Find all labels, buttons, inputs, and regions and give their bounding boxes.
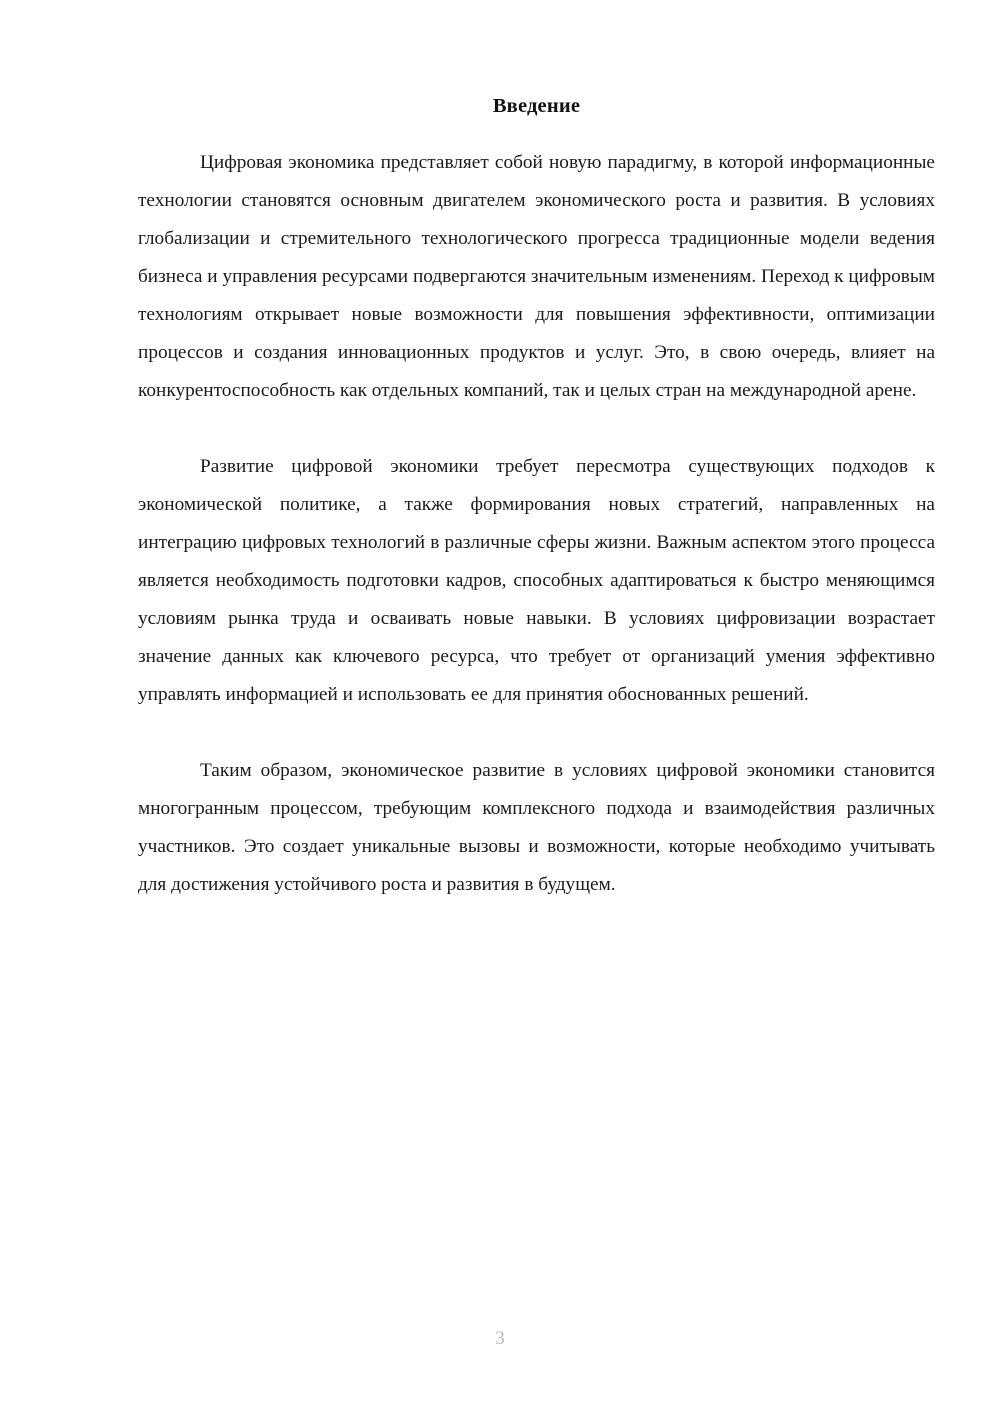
paragraph-3: Таким образом, экономическое развитие в условиях цифровой экономики становится многогранным процессом, требующим комплексного подхода и взаимодействия различных участников. Это создает уникальные вызовы и возможности, которые необходимо учитывать для достижения устойчивого роста и развития в будущем. [138,759,935,895]
page-content [138,0,935,904]
paragraph-2: Развитие цифровой экономики требует пересмотра существующих подходов к экономической политике, а также формирования новых стратегий, направленных на интеграцию цифровых технологий в различные сферы жизни. Важным аспектом этого процесса является необходимость подготовки кадров, способных адаптироваться к быстро меняющимся условиям рынка труда и осваивать новые навыки. В условиях цифровизации возрастает значение данных как ключевого ресурса, что требует от организаций умения эффективно управлять информацией и использовать ее для принятия обоснованных решений. [138,455,935,705]
page-title: Введение [492,95,581,117]
paragraph-1: Цифровая экономика представляет собой новую парадигму, в которой информационные технологии становятся основным двигателем экономического роста и развития. В условиях глобализации и стремительного технологического прогресса традиционные модели ведения бизнеса и управления ресурсами подвергаются значительным изменениям. Переход к цифровым технологиям открывает новые возможности для повышения эффективности, оптимизации процессов и создания инновационных продуктов и услуг. Это, в свою очередь, влияет на конкурентоспособность как отдельных компаний, так и целых стран на международной арене. [138,151,935,401]
page-number: 3 [495,1328,505,1349]
